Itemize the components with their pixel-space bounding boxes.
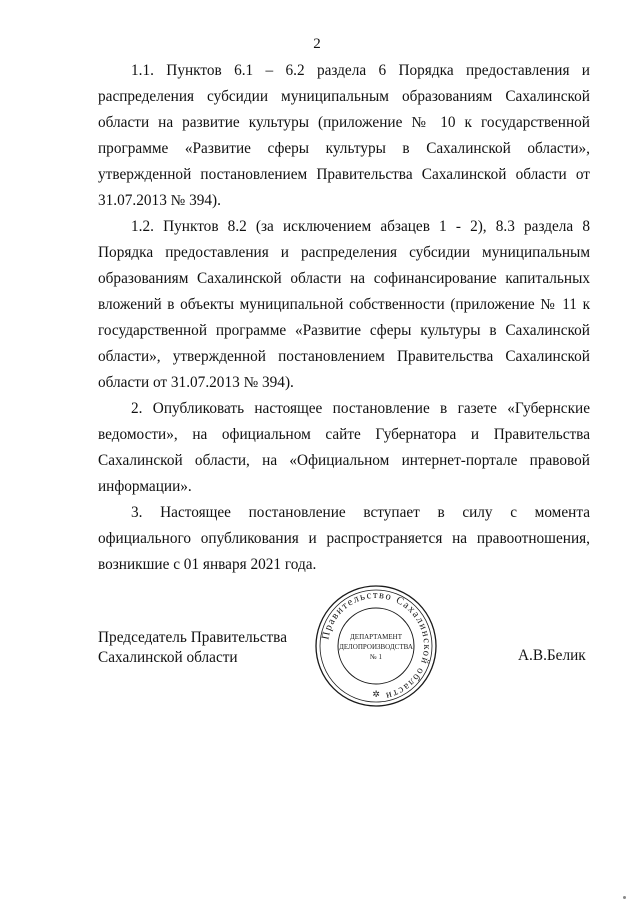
stamp-center-line3: № 1 [370, 653, 382, 661]
stamp-star-icon: ✲ [372, 690, 380, 700]
signatory-name: А.В.Белик [518, 647, 586, 664]
paragraph-3: 3. Настоящее постановление вступает в силу с момента официального опубликования и распространяется на правоотношения, возникшие с 01 января 2021 года. [98, 504, 590, 573]
scan-artifact [623, 896, 626, 899]
signatory-position-line1: Председатель Правительства [98, 629, 287, 646]
stamp-ring-text: Правительство Сахалинской области [320, 589, 433, 702]
page-number: 2 [313, 36, 321, 52]
official-stamp [314, 584, 438, 708]
paragraph-1-1: 1.1. Пунктов 6.1 – 6.2 раздела 6 Порядка предоставления и распределения субсидии муниципальным образованиям Сахалинской области на развитие культуры (приложение № 10 к государственной программе «Развитие сферы культуры в Сахалинской области», утвержденной постановлением Правительства Сахалинской области от 31.07.2013 № 394). [98, 62, 590, 209]
document-body [98, 58, 590, 578]
stamp-center-line1: ДЕПАРТАМЕНТ [350, 633, 402, 641]
paragraph-2: 2. Опубликовать настоящее постановление в газете «Губернские ведомости», на официальном сайте Губернатора и Правительства Сахалинской области, на «Официальном интернет-портале правовой информации». [98, 400, 590, 495]
signatory-position-line2: Сахалинской области [98, 649, 238, 666]
signatory-position [98, 628, 287, 668]
stamp-center-line2: ДЕЛОПРОИЗВОДСТВА [339, 643, 413, 651]
paragraph-1-2: 1.2. Пунктов 8.2 (за исключением абзацев 1 - 2), 8.3 раздела 8 Порядка предоставления и распределения субсидии муниципальным образованиям Сахалинской области на софинансирование капитальных вложений в объекты муниципальной собственности (приложение № 11 к государственной программе «Развитие сферы культуры в Сахалинской области», утвержденной постановлением Правительства Сахалинской области от 31.07.2013 № 394). [98, 218, 590, 391]
